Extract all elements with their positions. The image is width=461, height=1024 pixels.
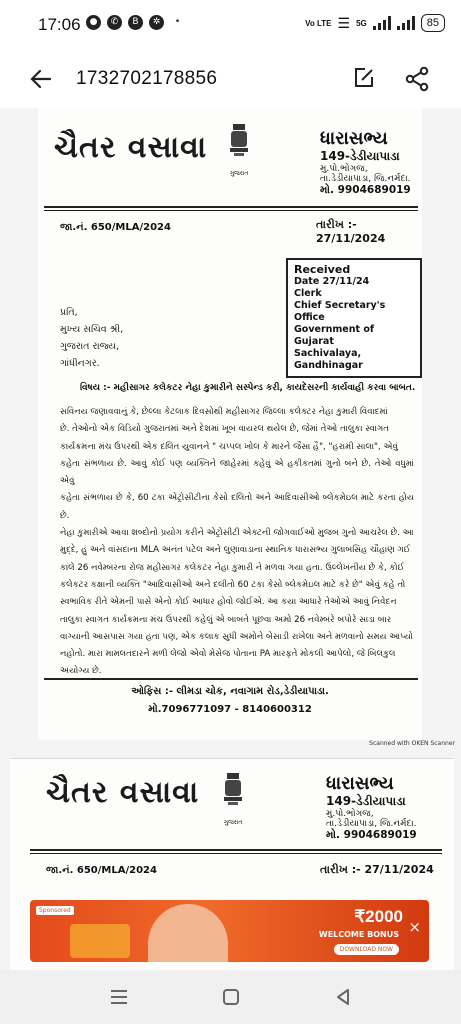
body-line: નહોતો. મારા મામલતદારને મળી લેજો એવો મેસેજ પોતાના PA મારફતે મોકલી આપેલો, જે બિલકુલ <box>60 649 396 660</box>
received-stamp <box>286 258 422 378</box>
ad-gift-graphic <box>70 924 130 958</box>
status-right <box>305 14 445 32</box>
reference-number: જા.નં. 650/MLA/2024 <box>60 222 171 233</box>
file-title: 1732702178856 <box>76 68 218 89</box>
constituency: 149-ડેડીયાપાડા <box>320 149 400 163</box>
assembly-title: ધારાસભ્ય <box>326 773 394 794</box>
letter-date: તારીખ :- 27/11/2024 <box>320 863 434 876</box>
office-phone: મો.7096771097 - 8140600312 <box>148 704 312 715</box>
reference-number: જા.નં. 650/MLA/2024 <box>46 865 157 876</box>
letterhead-right <box>326 773 417 842</box>
ad-banner[interactable] <box>30 900 429 962</box>
header-rule-thin <box>30 853 442 854</box>
ad-amount: ₹2000 <box>354 907 403 926</box>
back-arrow-icon[interactable] <box>28 66 54 97</box>
body-line: કાર્યક્રમના મંચ ઉપરથી એક દલિત યુવાનને " ચપ્પલ ખોલ કે મારને જૈસા હૈ", "હરામી સાલા", એવું <box>60 441 398 452</box>
recent-apps-icon[interactable] <box>108 986 130 1008</box>
stamp-date: Date 27/11/24 <box>294 276 370 287</box>
letterhead-name: ચૈતર વસાવા <box>54 130 208 165</box>
body-line: તાલુકા સ્વાગત કાર્યક્રમના મંચ ઉપરથી કહેલું એ બાબતે પૂછવા અમો 26 નવેમ્બરે બપોરે સાડા બાર <box>60 614 392 625</box>
home-icon[interactable] <box>220 986 242 1008</box>
battery-indicator: 85 <box>421 14 445 32</box>
ad-model-image <box>148 904 228 962</box>
body-line: કહેતા સંભળાય છે. આવું કોઈ પણ વ્યક્તિને જાહેરમાં કહેવું એ હકીકતમાં ગુનો બને છે. તેઓ વધુમાં એવું <box>60 458 414 487</box>
body-line: સ્વભાવિક રીતે એમની પાસે એનો કોઈ આધાર હોવો જોઈએ. આ કયા આધારે તેઓએ આવું નિવેદન <box>60 597 397 608</box>
stamp-gov: Government of Gujarat <box>294 324 375 347</box>
edit-icon[interactable] <box>352 66 376 90</box>
national-emblem-icon <box>224 122 254 178</box>
ad-close-icon[interactable]: × <box>408 918 421 936</box>
network-type: 5G <box>356 18 367 28</box>
recipient-line: ગુજરાત રાજ્ય, <box>60 341 120 352</box>
status-time: 17:06 <box>38 15 81 34</box>
chat-notification-icon: ● <box>86 15 101 30</box>
footer-rule <box>44 678 418 680</box>
body-line: વાગ્યાની આસપાસ ગયા હતા પણ, એક કલાક સુધી અમોને બેસાડી રાખેલા અને મળવાનો સમય આપ્યો <box>60 631 413 642</box>
stamp-office: Chief Secretary's Office <box>294 300 386 323</box>
ad-tag: Sponsored <box>36 906 74 915</box>
emblem-label: ગુજરાત <box>229 170 249 177</box>
letter-body <box>60 404 414 681</box>
body-line: નેહા કુમારીએ આવા શબ્દોનો પ્રયોગ કરીને એટ્રોસીટી એક્ટની જોગવાઈઓ મુજબ ગુનો આચરેલ છે. આ <box>60 528 414 539</box>
body-line: છે. તેઓનો એક વિડિયો ગુજરાતમાં અને દેશમાં ખૂબ વાયરલ થયેલ છે, જેમાં તેઓ તાલુકા સ્વાગત <box>60 424 389 435</box>
recipient-line: પ્રતિ, <box>60 307 78 318</box>
office-address: ઓફિસ :- લીમડા ચોક, નવાગામ રોડ,ડેડીયાપાડા. <box>131 686 329 697</box>
volte-label: Vo LTE <box>305 18 332 28</box>
address-line2: તા.ડેડીયાપાડા, જિ.નર્મદા. <box>320 174 411 184</box>
address-line1: મુ.પો.ભોગજ, <box>320 164 368 174</box>
assembly-title: ધારાસભ્ય <box>320 128 388 149</box>
stamp-received: Received <box>294 263 351 276</box>
system-nav-bar <box>0 970 461 1024</box>
recipient-line: મુખ્ય સચિવ શ્રી, <box>60 324 124 335</box>
body-line: અયોગ્ય છે. <box>60 666 102 677</box>
letterhead-phone: મો. 9904689019 <box>320 184 411 196</box>
app-bar <box>0 52 461 108</box>
constituency: 149-ડેડીયાપાડા <box>326 794 406 808</box>
letter-page-1 <box>38 108 422 740</box>
letterhead-name: ચૈતર વસાવા <box>46 775 200 810</box>
back-nav-icon[interactable] <box>332 986 354 1008</box>
body-line: કહેતા સંભળાય છે કે, 60 ટકા એટ્રોસીટીના કેસો દલિતો અને આદિવાસીઓ બ્લેકમેઇલ માટે કરતા હોય છે. <box>60 493 414 521</box>
emblem-label: ગુજરાત <box>223 819 243 826</box>
signal-icon-2 <box>397 16 415 30</box>
stamp-place: Sachivalaya, Gandhinagar <box>294 348 363 371</box>
share-icon[interactable] <box>404 66 430 92</box>
header-rule <box>44 206 418 208</box>
scanner-watermark: Scanned with OKEN Scanner <box>369 740 455 747</box>
body-line: મુદ્દે, હું અને વાંસદાના MLA અનંત પટેલ અને લુણાવાડાના સ્થાનિક ધારાસભ્ય ગુલાબસિંહ ચૌહાણ ગઈ <box>60 545 411 556</box>
letter-subject: વિષય :- મહીસાગર કલેકટર નેહા કુમારીને સસ્પેન્ડ કરી, કાયદેસરની કાર્યવાહી કરવા બાબત. <box>80 383 416 393</box>
recipient-address <box>60 304 123 372</box>
body-line: કાલે 26 નવેમ્બરના રોજ મહીસાગર કલેકટર નેહા કુમારી ને મળવા ગયા હતા. ઉલ્લેખનીય છે કે, કોઈ <box>60 562 405 573</box>
document-viewer[interactable] <box>0 108 461 970</box>
settings-notification-icon: ✲ <box>149 15 164 30</box>
national-emblem-icon <box>218 771 248 827</box>
status-bar <box>0 0 461 52</box>
letterhead-phone: મો. 9904689019 <box>326 829 417 841</box>
wifi-icon: ☰ <box>337 14 351 31</box>
more-notifications-icon: • <box>174 17 181 27</box>
body-line: સવિનય જણાવવાનું કે, છેલ્લા કેટલાક દિવસોથી મહીસાગર જિલ્લા કલેક્ટર નેહા કુમારી વિવાદમાં <box>60 407 388 417</box>
missed-call-icon: ✆ <box>107 15 122 30</box>
letter-date: તારીખ :- 27/11/2024 <box>316 218 386 245</box>
letterhead-right <box>320 128 411 197</box>
b-app-icon: B <box>128 15 143 30</box>
signal-icon <box>373 16 391 30</box>
recipient-line: ગાંધીનગર. <box>60 358 100 369</box>
body-line: કલેકટર કક્ષાની વ્યક્તિ "આદિવાસીઓ અને દલીતો 60 ટકા કેસો બ્લેકમેઇલ માટે કરે છે" એવું કહે તો <box>60 579 406 590</box>
stamp-clerk: Clerk <box>294 288 322 299</box>
header-rule <box>30 849 442 851</box>
notification-icons <box>86 15 185 30</box>
address-line1: મુ.પો.ભોગજ, <box>326 809 374 819</box>
address-line2: તા.ડેડીયાપાડા, જિ.નર્મદા. <box>326 819 417 829</box>
ad-download-button[interactable]: DOWNLOAD NOW <box>334 944 399 955</box>
ad-subtitle: WELCOME BONUS <box>318 930 399 939</box>
header-rule-thin <box>44 210 418 211</box>
